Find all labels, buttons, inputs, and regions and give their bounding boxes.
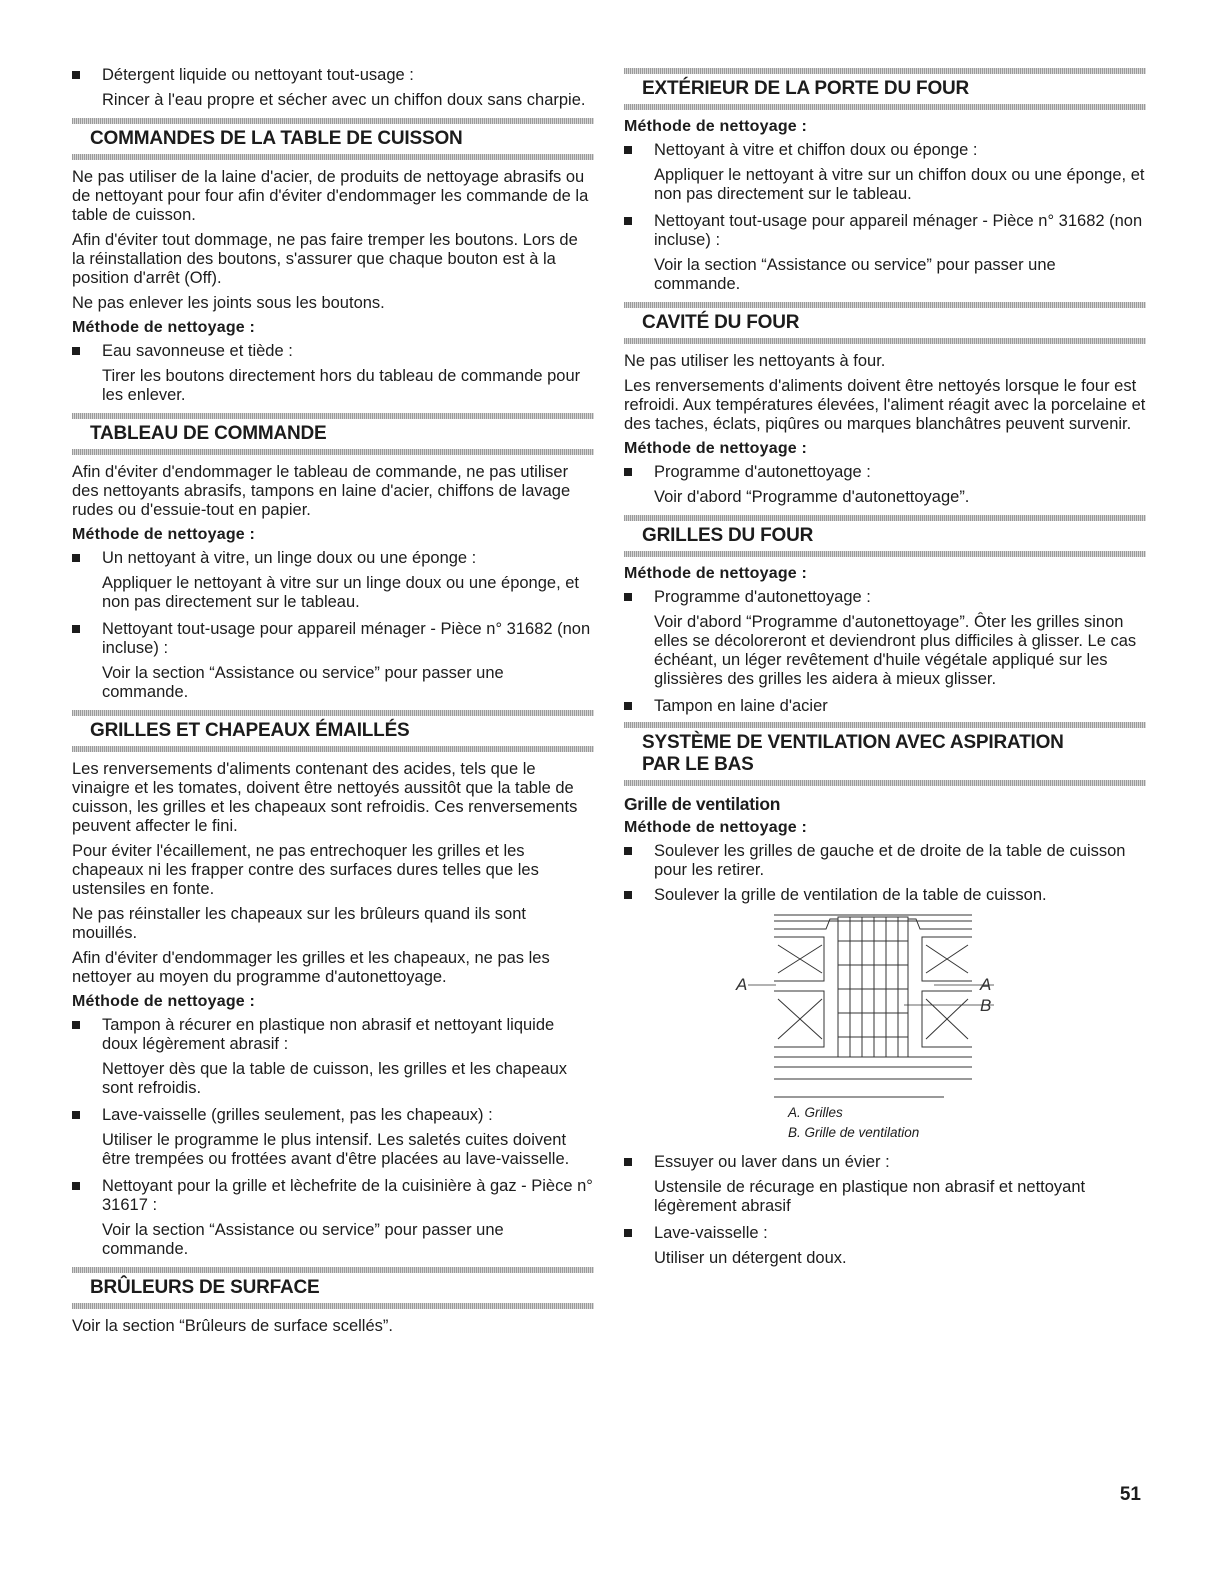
- divider: [72, 413, 594, 419]
- list-item-detail: Utiliser un détergent doux.: [654, 1249, 847, 1267]
- method-heading: Méthode de nettoyage :: [72, 319, 256, 336]
- paragraph: Ne pas utiliser de la laine d'acier, de produits de nettoyage abrasifs ou de nettoyant pour four afin d'éviter d'endommager les commande de la table de cuisson.: [72, 168, 589, 224]
- section-header: [624, 515, 1146, 557]
- divider: [624, 515, 1146, 521]
- section-title-line1: SYSTÈME DE VENTILATION AVEC ASPIRATION: [642, 732, 1064, 753]
- paragraph: Afin d'éviter tout dommage, ne pas faire tremper les boutons. Lors de la réinstallation des boutons, s'assurer que chaque bouton est à la position d'arrêt (Off).: [72, 231, 578, 287]
- paragraph: Ne pas réinstaller les chapeaux sur les brûleurs quand ils sont mouillés.: [72, 905, 526, 942]
- paragraph: Les renversements d'aliments doivent être nettoyés lorsque le four est refroidi. Aux températures élevées, l'aliment réagit avec la porcelaine et des taches, éclats, piqûres ou marques blanchâtres peuvent survenir.: [624, 377, 1146, 433]
- paragraph: Ne pas enlever les joints sous les boutons.: [72, 294, 385, 312]
- section-title: CAVITÉ DU FOUR: [642, 312, 800, 333]
- paragraph: Ne pas utiliser les nettoyants à four.: [624, 352, 886, 370]
- paragraph: Afin d'éviter d'endommager le tableau de commande, ne pas utiliser des nettoyants abrasifs, tampons en laine d'acier, chiffons de lavage rudes ou d'essuie-tout en papier.: [72, 463, 571, 519]
- section-header: [72, 118, 594, 160]
- section-title: TABLEAU DE COMMANDE: [90, 423, 327, 444]
- list-item-detail: Voir la section “Assistance ou service” pour passer une commande.: [102, 664, 504, 701]
- section-title: COMMANDES DE LA TABLE DE CUISSON: [90, 128, 463, 149]
- list-item: Eau savonneuse et tiède :: [72, 342, 594, 361]
- section-title: GRILLES DU FOUR: [642, 525, 814, 546]
- method-heading: Méthode de nettoyage :: [72, 993, 256, 1010]
- paragraph: Les renversements d'aliments contenant des acides, tels que le vinaigre et les tomates, doivent être nettoyés aussitôt que la table de cuisson, les grilles et les chapeaux sont refroidis. Ces renversements peuvent affecter le fini.: [72, 760, 578, 835]
- list-item: Lave-vaisselle (grilles seulement, pas les chapeaux) :: [72, 1106, 594, 1125]
- list-item: Tampon en laine d'acier: [624, 697, 1146, 716]
- section-cavite: [624, 302, 1146, 507]
- section-header: [72, 1267, 594, 1309]
- divider: [624, 302, 1146, 308]
- list-item: Un nettoyant à vitre, un linge doux ou une éponge :: [72, 549, 594, 568]
- method-heading: Méthode de nettoyage :: [624, 819, 808, 836]
- list-item-detail: Tirer les boutons directement hors du tableau de commande pour les enlever.: [102, 367, 581, 404]
- divider: [72, 1267, 594, 1273]
- section-grilles-four: [624, 515, 1146, 716]
- list-item-detail: Voir la section “Assistance ou service” pour passer une commande.: [102, 1221, 504, 1258]
- divider: [624, 104, 1146, 110]
- cooktop-grates-illustration: [734, 911, 994, 1101]
- paragraph: Afin d'éviter d'endommager les grilles et les chapeaux, ne pas les nettoyer au moyen du programme d'autonettoyage.: [72, 949, 550, 986]
- section-commandes: [72, 118, 594, 405]
- divider: [72, 710, 594, 716]
- section-title: EXTÉRIEUR DE LA PORTE DU FOUR: [642, 78, 970, 99]
- paragraph: Voir la section “Brûleurs de surface scellés”.: [72, 1317, 393, 1335]
- list-item-detail: Nettoyer dès que la table de cuisson, les grilles et les chapeaux sont refroidis.: [102, 1060, 568, 1097]
- method-heading: Méthode de nettoyage :: [624, 118, 808, 135]
- method-heading: Méthode de nettoyage :: [624, 440, 808, 457]
- list-item: Tampon à récurer en plastique non abrasif et nettoyant liquide doux légèrement abrasif :: [72, 1016, 594, 1054]
- divider: [624, 338, 1146, 344]
- ventilation-figure: [734, 911, 994, 1141]
- list-item-detail: Appliquer le nettoyant à vitre sur un linge doux ou une éponge, et non pas directement sur le tableau.: [102, 574, 580, 611]
- section-title: GRILLES ET CHAPEAUX ÉMAILLÉS: [90, 720, 410, 741]
- subsection-title: Grille de ventilation: [624, 794, 781, 814]
- method-heading: Méthode de nettoyage :: [72, 526, 256, 543]
- divider: [72, 118, 594, 124]
- figure-caption-b: B. Grille de ventilation: [788, 1125, 920, 1140]
- divider: [72, 154, 594, 160]
- section-header: [624, 68, 1146, 110]
- section-title-line2: PAR LE BAS: [642, 754, 754, 775]
- list-item-detail: Ustensile de récurage en plastique non abrasif et nettoyant légèrement abrasif: [654, 1178, 1086, 1215]
- list-item-detail: Voir d'abord “Programme d'autonettoyage”.: [654, 488, 970, 506]
- intro-bullet: Détergent liquide ou nettoyant tout-usage :: [72, 66, 594, 85]
- list-item: Programme d'autonettoyage :: [624, 463, 1146, 482]
- intro-sub: Rincer à l'eau propre et sécher avec un chiffon doux sans charpie.: [102, 91, 586, 109]
- list-item: Nettoyant tout-usage pour appareil ménager - Pièce n° 31682 (non incluse) :: [72, 620, 594, 658]
- left-column: [72, 66, 594, 1342]
- section-title: BRÛLEURS DE SURFACE: [90, 1277, 320, 1298]
- list-item: Nettoyant tout-usage pour appareil ménager - Pièce n° 31682 (non incluse) :: [624, 212, 1146, 250]
- list-item: Nettoyant à vitre et chiffon doux ou éponge :: [624, 141, 1146, 160]
- list-item: Programme d'autonettoyage :: [624, 588, 1146, 607]
- section-bruleurs: [72, 1267, 594, 1336]
- section-tableau: [72, 413, 594, 702]
- divider: [72, 449, 594, 455]
- divider: [624, 68, 1146, 74]
- method-heading: Méthode de nettoyage :: [624, 565, 808, 582]
- section-header: [624, 302, 1146, 344]
- section-header: [624, 722, 1146, 786]
- list-item: Soulever les grilles de gauche et de droite de la table de cuisson pour les retirer.: [624, 842, 1146, 880]
- right-column: [624, 66, 1146, 1276]
- label-a-right: A: [980, 975, 992, 994]
- divider: [72, 746, 594, 752]
- list-item: Essuyer ou laver dans un évier :: [624, 1153, 1146, 1172]
- list-item: Lave-vaisselle :: [624, 1224, 1146, 1243]
- figure-caption-a: A. Grilles: [788, 1105, 843, 1120]
- page-number: 51: [1119, 1484, 1141, 1505]
- section-grilles-chapeaux: [72, 710, 594, 1259]
- divider: [624, 780, 1146, 786]
- section-exterieur: [624, 68, 1146, 294]
- label-b: B: [980, 996, 992, 1015]
- section-header: [72, 413, 594, 455]
- list-item: Soulever la grille de ventilation de la table de cuisson.: [624, 886, 1146, 905]
- divider: [72, 1303, 594, 1309]
- list-item-detail: Utiliser le programme le plus intensif. Les saletés cuites doivent être trempées ou frottées avant d'être placées au lave-vaisselle.: [102, 1131, 570, 1168]
- divider: [624, 551, 1146, 557]
- list-item-detail: Voir la section “Assistance ou service” pour passer une commande.: [654, 256, 1056, 293]
- label-a-left: A: [736, 975, 748, 994]
- list-item: Nettoyant pour la grille et lèchefrite de la cuisinière à gaz - Pièce n° 31617 :: [72, 1177, 594, 1215]
- section-ventilation: [624, 722, 1146, 1268]
- paragraph: Pour éviter l'écaillement, ne pas entrechoquer les grilles et les chapeaux ni les frapper contre des surfaces dures telles que les ustensiles en fonte.: [72, 842, 539, 898]
- divider: [624, 722, 1146, 728]
- list-item-detail: Voir d'abord “Programme d'autonettoyage”. Ôter les grilles sinon elles se décoloreront et deviendront plus difficiles à glisser. Le cas échéant, un léger revêtement d'huile végétale appliqué sur les glissières des grilles les aidera à mieux glisser.: [654, 613, 1137, 688]
- list-item-detail: Appliquer le nettoyant à vitre sur un chiffon doux ou une éponge, et non pas directement sur le tableau.: [654, 166, 1145, 203]
- section-header: [72, 710, 594, 752]
